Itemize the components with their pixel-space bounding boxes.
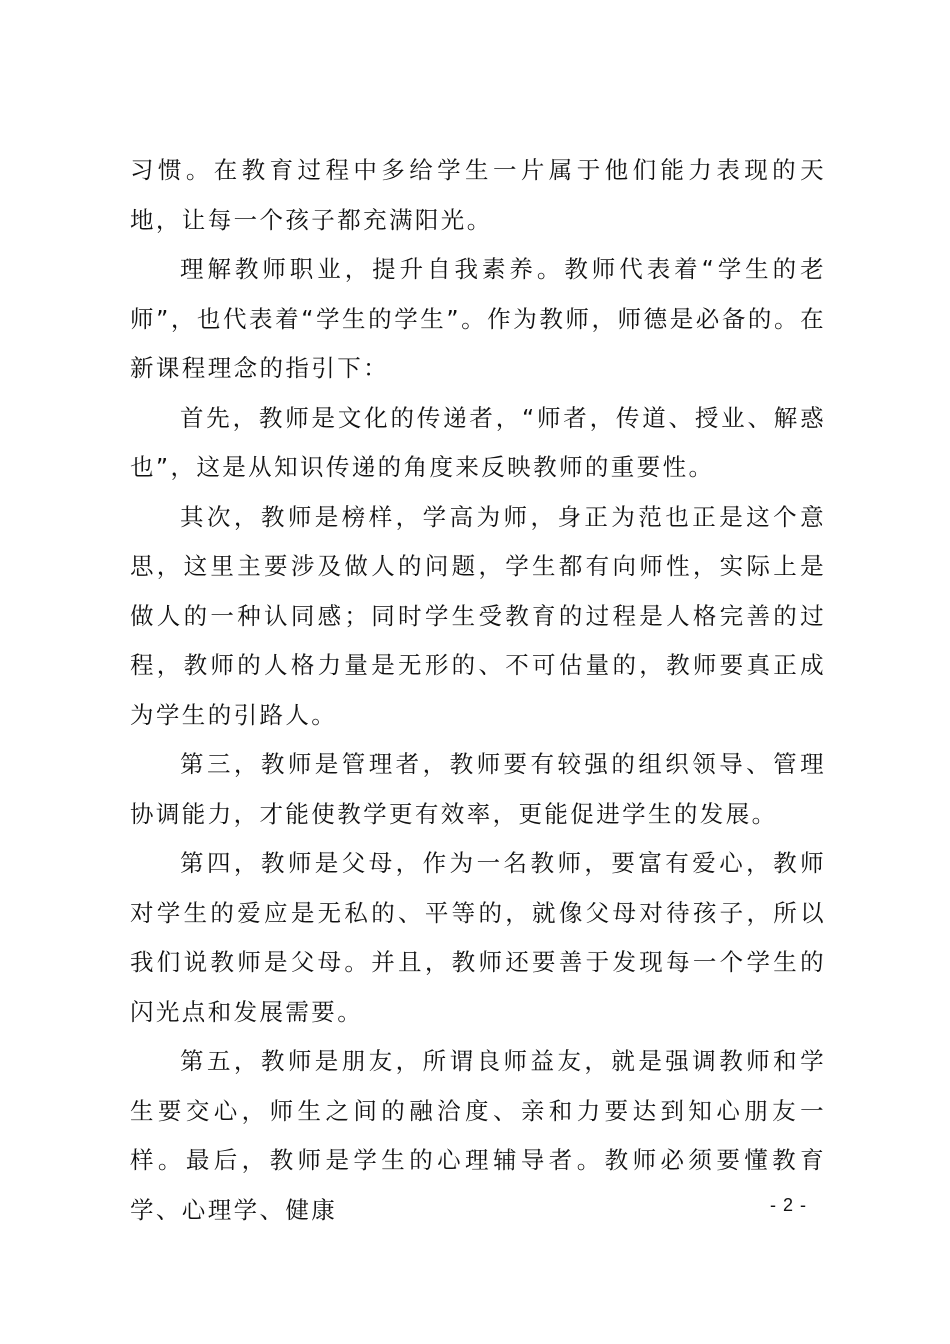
paragraph-2: 理解教师职业，提升自我素养。教师代表着“学生的老师”，也代表着“学生的学生”。作为教师，师德是必备的。在新课程理念的指引下： [130, 255, 826, 382]
document-body [130, 146, 826, 1235]
paragraph-5: 第三，教师是管理者，教师要有较强的组织领导、管理协调能力，才能使教学更有效率，更能促进学生的发展。 [130, 750, 826, 828]
page-number: - 2 - [770, 1195, 808, 1215]
paragraph-4: 其次，教师是榜样，学高为师，身正为范也正是这个意思，这里主要涉及做人的问题，学生都有向师性，实际上是做人的一种认同感；同时学生受教育的过程是人格完善的过程，教师的人格力量是无形的、不可估量的，教师要真正成为学生的引路人。 [130, 502, 826, 729]
paragraph-1: 习惯。在教育过程中多给学生一片属于他们能力表现的天地，让每一个孩子都充满阳光。 [130, 156, 826, 234]
paragraph-7: 第五，教师是朋友，所谓良师益友，就是强调教师和学生要交心，师生之间的融洽度、亲和力要达到知心朋友一样。最后，教师是学生的心理辅导者。教师必须要懂教育学、心理学、健康 [130, 1047, 826, 1224]
paragraph-6: 第四，教师是父母，作为一名教师，要富有爱心，教师对学生的爱应是无私的、平等的，就像父母对待孩子，所以我们说教师是父母。并且，教师还要善于发现每一个学生的闪光点和发展需要。 [130, 849, 826, 1026]
paragraph-3: 首先，教师是文化的传递者，“师者，传道、授业、解惑也”，这是从知识传递的角度来反映教师的重要性。 [130, 403, 826, 481]
